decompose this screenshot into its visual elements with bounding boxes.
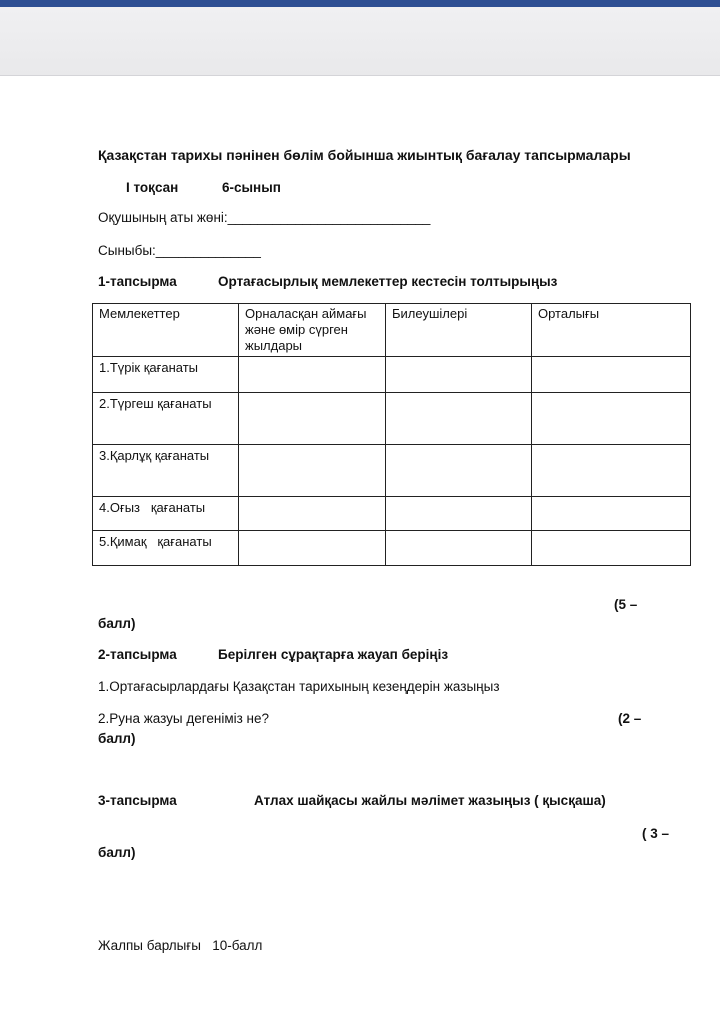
table-cell xyxy=(532,497,691,531)
table-cell xyxy=(239,357,386,393)
task3-instruction: Атлах шайқасы жайлы мәлімет жазыңыз ( қысқаша) xyxy=(254,793,606,808)
table-row xyxy=(93,531,691,566)
task1-score: (5 – xyxy=(614,597,638,612)
table-row xyxy=(93,357,691,393)
table-header-cell: Орталығы xyxy=(532,304,691,357)
table-cell xyxy=(239,531,386,566)
task2-instruction: Берілген сұрақтарға жауап беріңіз xyxy=(218,647,449,662)
grade-label: 6-сынып xyxy=(222,180,281,195)
table-cell xyxy=(532,531,691,566)
document-title: Қазақстан тарихы пәнінен бөлім бойынша жиынтық бағалау тапсырмалары xyxy=(98,147,631,163)
table-header-cell: Билеушілері xyxy=(386,304,532,357)
table-cell xyxy=(239,445,386,497)
task1-instruction: Ортағасырлық мемлекеттер кестесін толтырыңыз xyxy=(218,274,558,289)
table-cell xyxy=(532,393,691,445)
table-cell: 4.Оғыз қағанаты xyxy=(93,497,239,531)
table-cell xyxy=(386,497,532,531)
table-cell xyxy=(239,497,386,531)
table-row xyxy=(93,497,691,531)
task2-score-unit: балл) xyxy=(98,731,136,746)
task2-question-1: 1.Ортағасырлардағы Қазақстан тарихының кезеңдерін жазыңыз xyxy=(98,679,500,694)
class-field: Сыныбы:______________ xyxy=(98,243,261,258)
task3-label: 3-тапсырма xyxy=(98,793,177,808)
table-cell xyxy=(532,357,691,393)
table-header-cell: Орналасқан аймағы және өмір сүрген жылдары xyxy=(239,304,386,357)
table-cell xyxy=(386,357,532,393)
table-cell: 2.Түргеш қағанаты xyxy=(93,393,239,445)
viewer-header xyxy=(0,7,720,76)
table-row xyxy=(93,393,691,445)
table-cell: 3.Қарлұқ қағанаты xyxy=(93,445,239,497)
table-cell xyxy=(532,445,691,497)
task2-label: 2-тапсырма xyxy=(98,647,177,662)
task3-score-unit: балл) xyxy=(98,845,136,860)
table-row xyxy=(93,445,691,497)
student-name-field: Оқушының аты жөні:___________________________ xyxy=(98,210,431,225)
total-score: Жалпы барлығы 10-балл xyxy=(98,938,263,953)
table-header-cell: Мемлекеттер xyxy=(93,304,239,357)
task2-question-2: 2.Руна жазуы дегеніміз не? xyxy=(98,711,270,726)
table-cell xyxy=(386,445,532,497)
table-header-row xyxy=(93,304,691,357)
task1-label: 1-тапсырма xyxy=(98,274,177,289)
quarter-label: І тоқсан xyxy=(126,180,179,195)
table-cell xyxy=(386,531,532,566)
task2-score: (2 – xyxy=(618,711,642,726)
task3-score: ( 3 – xyxy=(642,826,670,841)
table-cell: 1.Түрік қағанаты xyxy=(93,357,239,393)
table-cell xyxy=(386,393,532,445)
table-cell: 5.Қимақ қағанаты xyxy=(93,531,239,566)
app-top-bar xyxy=(0,0,720,7)
table-cell xyxy=(239,393,386,445)
task1-score-unit: балл) xyxy=(98,616,136,631)
states-table xyxy=(92,303,691,566)
